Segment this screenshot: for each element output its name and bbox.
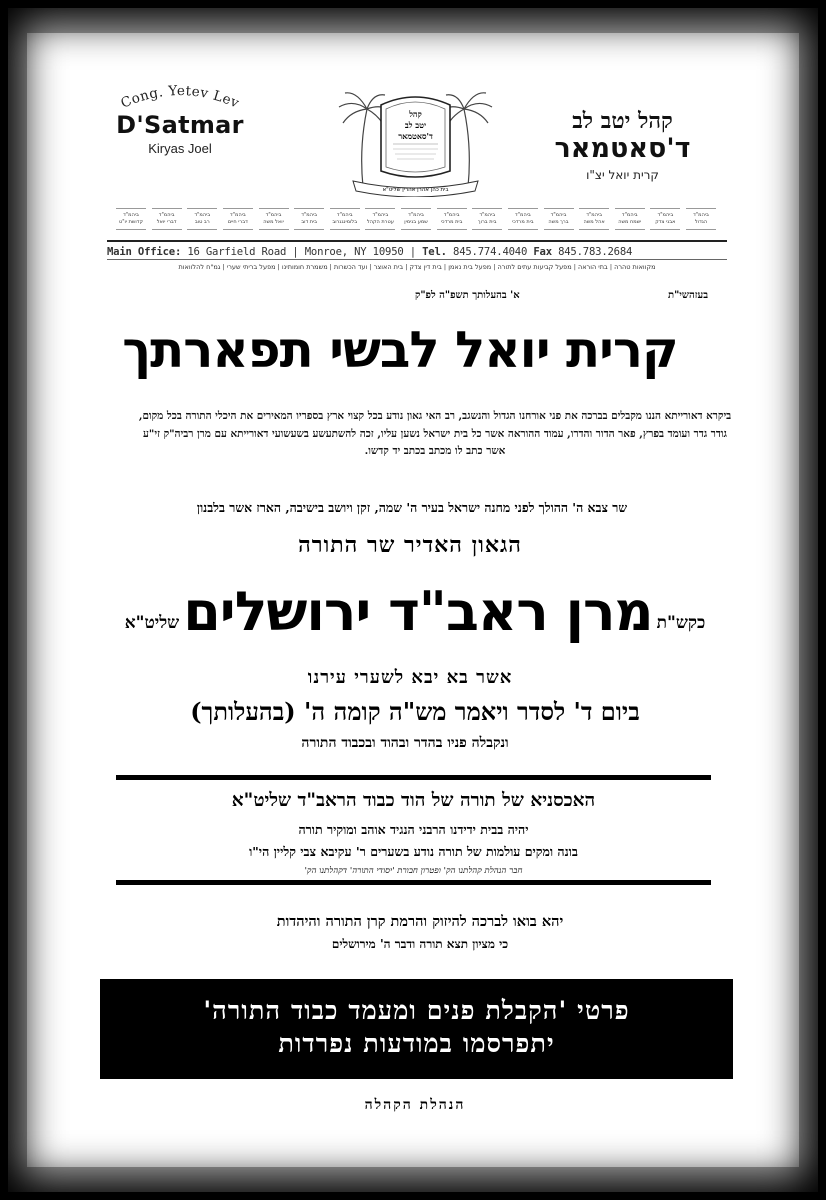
tel-number: 845.774.4040: [453, 246, 528, 258]
hebrew-date: א' בהעלותך תשפ"ה לפ"ק: [415, 290, 520, 301]
institution-item: ביהמ"ד הגדול: [686, 208, 716, 230]
svg-text:קהל: קהל: [409, 109, 422, 119]
host-line-3: חבר הנהלת קהלתנו הק' ופטרון חבורת 'יסודי התורה' דקהלתנו הק': [304, 866, 523, 876]
institution-item: ביהמ"ד בית דוב: [294, 208, 324, 230]
hebrew-congregation-line: קהל יטב לב: [572, 108, 673, 134]
honoree-suffix: שליט"א: [124, 613, 180, 633]
svg-text:Cong. Yetev Lev: Cong. Yetev Lev: [118, 82, 242, 112]
arrival-line-2: ביום ד' לסדר ויאמר מש"ה קומה ה' (בהעלותך): [190, 697, 640, 726]
institution-item: ביהמ"ד דברי יואל: [152, 208, 182, 230]
host-line-1: יהיה בבית ידידנו הרבני הנגיד אוהב ומוקיר תורה: [298, 822, 529, 837]
office-label: Main Office:: [107, 246, 182, 258]
call-line-2: כי מציון תצא תורה ודבר ה' מירושלים: [331, 937, 509, 951]
institution-item: ביהמ"ד יואל משה: [259, 208, 289, 230]
institution-item: ביהמ"ד רב טוב: [187, 208, 217, 230]
congregation-name: D'Satmar: [116, 111, 244, 139]
office-address: 16 Garfield Road | Monroe, NY 10950 |: [187, 246, 416, 258]
call-line-1: יהא בואו לברכה להיזוק והרמת קרן התורה והיהדות: [276, 913, 564, 930]
bs-header: בעזהשי"ת: [668, 290, 709, 301]
host-heading: האכסניא של תורה של הוד כבוד הראב"ד שליט"א: [231, 790, 596, 811]
host-line-2: בונה ומקים עולמות של תורה נודע בשערים ר' עקיבא צבי קליין הי"ו: [249, 844, 578, 859]
cong-arc-text: [105, 75, 255, 115]
institution-item: ביהמ"ד בית מרדכי: [437, 208, 467, 230]
svg-text:יטב לב: יטב לב: [404, 120, 427, 130]
institution-item: ביהמ"ד ברך משה: [544, 208, 574, 230]
institution-item: ביהמ"ד אבני צדק: [650, 208, 680, 230]
arrival-line-3: ונקבלה פניו בהדר ובהוד ובכבוד התורה: [301, 735, 509, 751]
sar-line: שר צבא ה' ההולך לפני מחנה ישראל בעיר ה' שמה, זקן ויושב בישיבה, הארז אשר בלבנון: [196, 500, 628, 515]
details-line-2: יתפרסמו במודעות נפרדות: [278, 1029, 555, 1059]
intro-paragraph: ביקרא דאורייתא הננו מקבלים בברכה את פני אורחנו הגדול והנשגב, רב האי גאון נודע בכל קצוי ארץ בספריו המאירים את היכלי התורה בכל מקום, גודר גדר ועומד בפרץ, פאר הדור והדרו, עמוד ההוראה אשר כל בית ישראל נשען עליו, זכה להשתעשע בשעשועי דאורייתא עם מרן רביה"ק זי"ע אשר כתב לו מכתב בכתב יד קדשו.: [138, 410, 732, 457]
departments-line: מקוואות טהרה | בתי הוראה | מפעל קביעות עתים לתורה | מפעל בית נאמן | בית דין צדק | בית האוצר | ועד הכשרות | משמרת חומותינו | מפעל בריתי שערי | גמ"ח להלוואות: [107, 259, 727, 273]
honoree-line: [70, 575, 760, 645]
poster-paper: [27, 33, 799, 1167]
tel-label: Tel.: [422, 246, 447, 258]
svg-text:בית כהן אהרן אהרין שליט"א: בית כהן אהרן אהרין שליט"א: [382, 187, 449, 193]
institution-item: ביהמ"ד בלומינגגרוב: [330, 208, 360, 230]
institution-item: ביהמ"ד שמע בנימין: [401, 208, 431, 230]
institution-item: ביהמ"ד ישמח משה: [615, 208, 645, 230]
hebrew-congregation-name: ד'סאטמאר: [554, 133, 691, 164]
institution-item: ביהמ"ד עטרת הקהל: [365, 208, 395, 230]
fax-number: 845.783.2684: [558, 246, 633, 258]
congregation-city: Kiryas Joel: [148, 141, 212, 156]
letterhead-english: [95, 75, 265, 156]
svg-text:ד'סאטמאר: ד'סאטמאר: [398, 131, 433, 141]
arrival-line-1: אשר בא יבא לשערי עירנו: [307, 667, 513, 688]
honoree-prefix: כקש"ת: [656, 613, 706, 633]
congregation-emblem: [323, 87, 508, 197]
hebrew-city: קרית יואל יצ"ו: [586, 168, 659, 182]
gaon-line: הגאון האדיר שר התורה: [298, 532, 522, 558]
institution-item: ביהמ"ד בית מרדכי: [508, 208, 538, 230]
institution-item: ביהמ"ד קדושת יו"ט: [116, 208, 146, 230]
office-contact-line: [107, 240, 727, 256]
fax-label: Fax: [533, 246, 552, 258]
institution-item: ביהמ"ד בית ברוך: [472, 208, 502, 230]
institutions-row: [116, 208, 716, 232]
institution-item: ביהמ"ד דברי חיים: [223, 208, 253, 230]
details-box: [100, 979, 733, 1079]
signature: הנהלת הקהלה: [364, 1097, 466, 1113]
honoree-name: מרן ראב"ד ירושלים: [183, 580, 653, 643]
details-line-1: פרטי 'הקבלת פנים ומעמד כבוד התורה': [203, 996, 630, 1026]
institution-item: ביהמ"ד אהל משה: [579, 208, 609, 230]
letterhead-hebrew: [525, 108, 720, 182]
poster-title: קרית יואל לבשי תפארתך: [122, 321, 678, 379]
host-box: [116, 775, 711, 885]
